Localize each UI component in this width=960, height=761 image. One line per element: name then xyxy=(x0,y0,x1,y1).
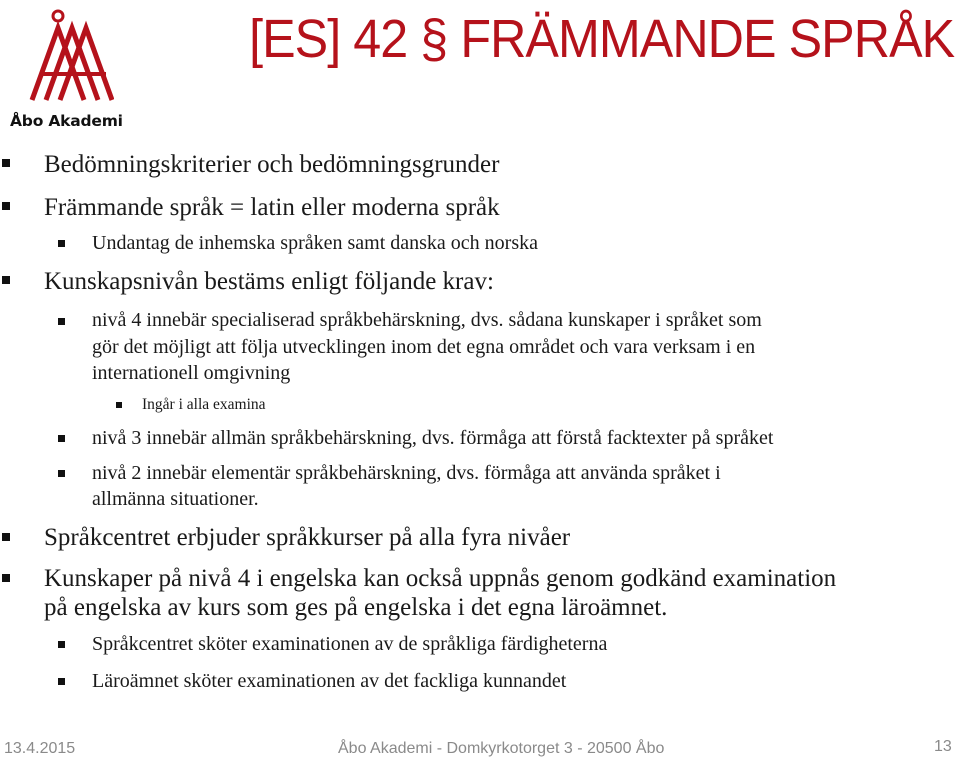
bullet-icon xyxy=(58,470,65,477)
bullet-icon xyxy=(58,678,65,685)
bullet-icon xyxy=(58,641,65,648)
bullet-item-continuation: allmänna situationer. xyxy=(92,488,259,510)
footer-address: Åbo Akademi - Domkyrkotorget 3 - 20500 Åbo xyxy=(338,740,665,757)
logo-emblem xyxy=(24,8,114,108)
logo-text: Åbo Akademi xyxy=(10,112,123,130)
bullet-item: Kunskapsnivån bestäms enligt följande krav: xyxy=(44,268,494,295)
bullet-item-continuation: internationell omgivning xyxy=(92,362,291,384)
bullet-item: Kunskaper på nivå 4 i engelska kan också uppnås genom godkänd examination xyxy=(44,565,837,592)
bullet-item: Främmande språk = latin eller moderna språk xyxy=(44,194,500,221)
page-number: 13 xyxy=(934,738,952,755)
slide-title: [ES] 42 § FRÄMMANDE SPRÅK xyxy=(248,9,954,69)
bullet-icon xyxy=(58,435,65,442)
bullet-item: nivå 3 innebär allmän språkbehärskning, dvs. förmåga att förstå facktexter på språket xyxy=(92,427,774,449)
bullet-icon xyxy=(2,574,10,582)
footer-date: 13.4.2015 xyxy=(4,740,76,757)
bullet-item-continuation: på engelska av kurs som ges på engelska i det egna läroämnet. xyxy=(44,594,668,621)
bullet-item: Språkcentret sköter examinationen av de språkliga färdigheterna xyxy=(92,633,608,655)
bullet-item: nivå 2 innebär elementär språkbehärskning, dvs. förmåga att använda språket i xyxy=(92,462,721,484)
bullet-item: Undantag de inhemska språken samt danska och norska xyxy=(92,232,538,254)
bullet-item: nivå 4 innebär specialiserad språkbehärskning, dvs. sådana kunskaper i språket som xyxy=(92,309,762,331)
bullet-icon xyxy=(2,202,10,210)
bullet-item: Ingår i alla examina xyxy=(142,396,266,413)
bullet-icon xyxy=(58,240,65,247)
bullet-item: Läroämnet sköter examinationen av det fackliga kunnandet xyxy=(92,670,567,692)
bullet-item: Språkcentret erbjuder språkkurser på alla fyra nivåer xyxy=(44,524,571,551)
bullet-icon xyxy=(116,402,122,408)
bullet-icon xyxy=(2,276,10,284)
bullet-icon xyxy=(58,318,65,325)
bullet-icon xyxy=(2,533,10,541)
bullet-item-continuation: gör det möjligt att följa utvecklingen inom det egna området och vara verksam i en xyxy=(92,336,756,358)
bullet-item: Bedömningskriterier och bedömningsgrunder xyxy=(44,151,500,178)
bullet-icon xyxy=(2,159,10,167)
logo xyxy=(10,8,123,130)
